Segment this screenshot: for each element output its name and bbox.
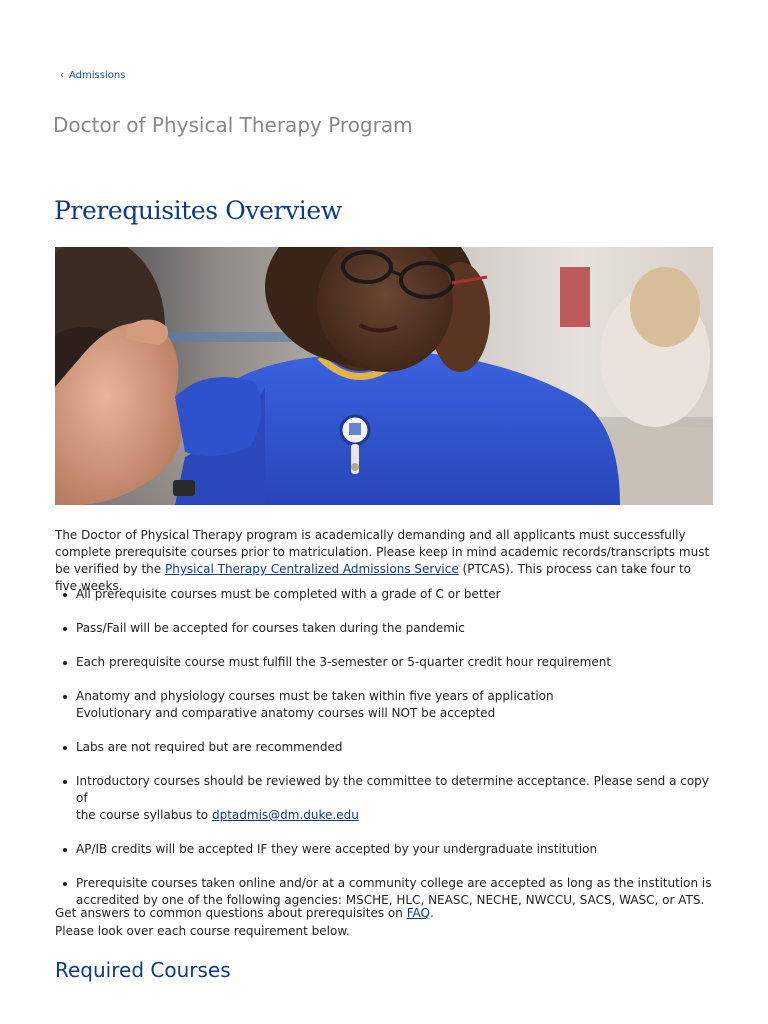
- list-item-text: All prerequisite courses must be completed with a grade of C or better: [76, 587, 501, 601]
- required-courses-heading: Required Courses: [55, 958, 231, 982]
- intro-paragraph: [55, 527, 715, 595]
- faq-link[interactable]: FAQ: [406, 906, 430, 920]
- list-item-text: Pass/Fail will be accepted for courses taken during the pandemic: [76, 621, 465, 635]
- program-title: Doctor of Physical Therapy Program: [53, 113, 413, 137]
- list-item-text: AP/IB credits will be accepted IF they were accepted by your undergraduate institution: [76, 842, 598, 856]
- list-item-text: Prerequisite courses taken online and/or at a community college are accepted as long as the institution is: [76, 876, 712, 890]
- faq-text-line2: Please look over each course requirement below.: [55, 924, 350, 938]
- list-item-text: Introductory courses should be reviewed by the committee to determine acceptance. Please send a copy of: [76, 774, 709, 805]
- faq-text-end: .: [429, 906, 434, 920]
- intro-text-start: The Doctor of Physical Therapy program is academically demanding and all applicants must successfully complete prerequisite courses prior to matriculation. Please keep in mind academic records/transcripts must be verified by the: [55, 528, 710, 576]
- list-item: [55, 841, 715, 858]
- list-item: [55, 773, 715, 824]
- list-item-text: Each prerequisite course must fulfill the 3-semester or 5-quarter credit hour requirement: [76, 655, 612, 669]
- faq-text-start: Get answers to common questions about prerequisites on: [55, 906, 407, 920]
- hero-image: [55, 247, 713, 505]
- requirements-list: [55, 586, 715, 909]
- breadcrumb-link-admissions[interactable]: Admissions: [69, 70, 126, 81]
- breadcrumb: [60, 70, 125, 81]
- list-item: [55, 688, 715, 722]
- admissions-email-link[interactable]: dptadmis@dm.duke.edu: [211, 808, 359, 822]
- list-item-text: Anatomy and physiology courses must be taken within five years of application: [76, 689, 554, 703]
- syllabus-text: the course syllabus to: [76, 808, 212, 822]
- photo-student-nametag-icon: [55, 247, 713, 505]
- list-item: [55, 654, 715, 671]
- list-item: [55, 586, 715, 603]
- list-item-text-secondary: [76, 807, 715, 824]
- intro-text-end: (PTCAS). This process can take four to five weeks.: [55, 562, 691, 593]
- list-item-text-secondary: accredited by one of the following agencies: MSCHE, HLC, NEASC, NECHE, NWCCU, SACS, WASC, or ATS.: [76, 893, 705, 907]
- list-item-text: Labs are not required but are recommended: [76, 740, 343, 754]
- page-title: Prerequisites Overview: [54, 196, 342, 225]
- ptcas-link[interactable]: Physical Therapy Centralized Admissions Service: [164, 562, 459, 576]
- list-item: [55, 620, 715, 637]
- faq-paragraph: [55, 904, 715, 940]
- list-item-text-secondary: Evolutionary and comparative anatomy courses will NOT be accepted: [76, 706, 496, 720]
- list-item: [55, 739, 715, 756]
- chevron-left-icon: ‹: [60, 69, 64, 81]
